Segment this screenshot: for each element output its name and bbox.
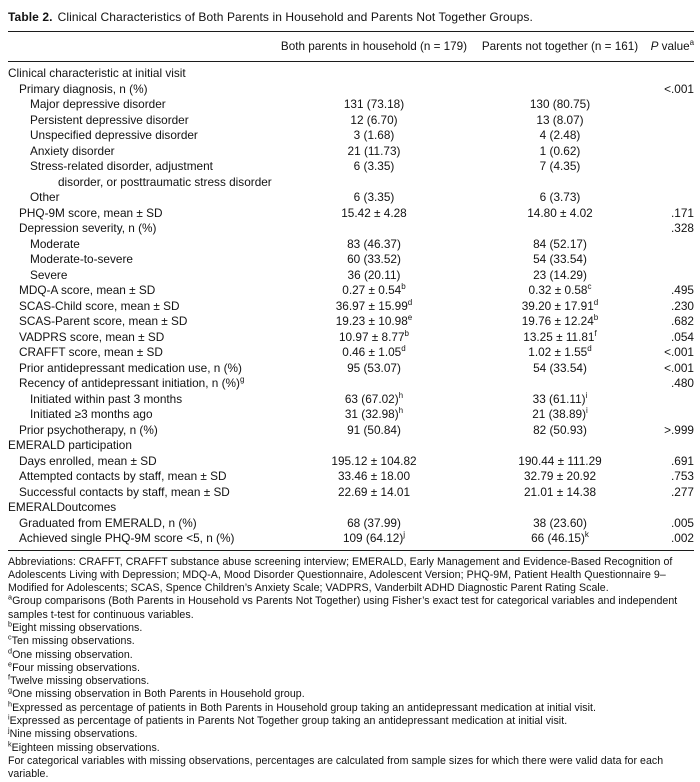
cell-p-value: <.001 [664,360,694,375]
table-row [8,299,694,315]
table-row [8,423,694,439]
footnote: $^d$One missing observation. [8,646,133,661]
cell-p-value: <.001 [664,345,694,359]
row-label: Persistent depressive disorder [30,112,189,127]
cell-both-parents: 0.46 ± 1.05$^d$ [342,344,406,359]
table-row [8,330,694,346]
cell-not-together: 66 $(46.15)^k$ [531,530,589,545]
column-header-row [8,32,694,61]
row-label: SCAS-Child score, mean ± SD [19,298,180,313]
table-row [8,469,694,485]
header-both-parents: Both parents in household (n = 179) [280,40,468,53]
cell-not-together: 21 $(38.89)^i$ [532,406,588,421]
cell-both-parents: 19.23 ± 10.98$^e$ [335,313,413,328]
cell-both-parents: 91 (50.84) [347,422,401,437]
table-row [8,113,694,129]
footnote-marker: e [8,659,13,669]
table-row [8,252,694,268]
table-row [8,314,694,330]
footnote-marker: j [8,725,10,735]
row-label: Successful contacts by staff, mean ± SD [19,484,230,499]
table-row [8,485,694,501]
row-label-continuation: disorder, or posttraumatic stress disorder [58,174,272,189]
cell-not-together: 84 (52.17) [533,236,587,251]
footnote-marker: k [8,739,12,749]
cell-both-parents: 63 $(67.02)^h$ [344,390,404,406]
cell-both-parents: 95 (53.07) [347,360,401,375]
cell-both-parents: 0.27 ± 0.54$^b$ [342,282,406,297]
row-label: Prior antidepressant medication use, n (%) [19,360,242,375]
cell-both-parents: 109 $(64.12)^j$ [342,530,406,545]
cell-not-together: 13.25 ± 11.81$^f$ [523,328,597,344]
header-not-together: Parents not together (n = 161) [481,40,639,53]
cell-both-parents: 68 (37.99) [347,515,401,530]
cell-both-parents: 31 $(32.98)^h$ [344,406,404,421]
cell-p-value: .002 [671,531,694,545]
row-label: Moderate-to-severe [30,252,133,266]
footnote: $^c$Ten missing observations. [8,632,135,648]
cell-both-parents: 21 (11.73) [347,143,401,158]
table-row [8,407,694,423]
table-row [8,392,694,408]
table-row [8,454,694,470]
table-number: Table 2. [8,10,53,24]
row-label: CRAFFT score, mean ± SD [19,345,163,359]
cell-both-parents: 33.46 ± 18.00 [337,469,411,483]
footnote-marker: h [8,699,13,709]
footnote: $^j$Nine missing observations. [8,725,138,741]
p-value-italic: P [650,40,659,53]
cell-not-together: 54 (33.54) [533,252,587,266]
row-label: SCAS-Parent score, mean ± SD [19,314,188,328]
footnote: $^h$Expressed as percentage of patients in Both Parents in Household group taking an antidepressant medication at initial visit. [8,699,596,714]
cell-both-parents: 12 (6.70) [350,112,398,127]
cell-both-parents: 36 (20.11) [347,267,401,282]
cell-not-together: 19.76 ± 12.24$^b$ [521,313,599,328]
p-value-text: value [658,40,690,53]
cell-both-parents: 60 (33.52) [347,252,401,266]
footnote-marker: g [8,685,13,695]
table-row [8,190,694,206]
cell-p-value: .054 [671,329,694,344]
footnote: $^i$Expressed as percentage of patients in Parents Not Together group taking an antidepressant medication at initial visit. [8,712,568,728]
footnote: $^b$Eight missing observations. [8,619,143,634]
row-label: Other [30,190,60,204]
footnote: $^e$Four missing observations. [8,659,140,674]
cell-p-value: .691 [671,453,694,468]
table-row [8,144,694,160]
cell-not-together: 1.02 ± 1.55$^d$ [528,344,592,359]
table-row [8,66,694,82]
cell-not-together: 21.01 ± 14.38 [523,484,597,499]
footnote: Abbreviations: CRAFFT, CRAFFT substance abuse screening interview; EMERALD, Early Management and Evidence-Based Recognition of Adolescents Living with Depression; MDQ-A, Mood Disorder Questionnaire, Adolescent Version; PHQ-9M, Patient Health Questionnaire 9–Modified for Adolescents; SCAS, Spence Children’s Anxiety Scale; VADPRS, Vanderbilt ADHD Diagnostic Parent Rating Scale. [8,555,673,595]
cell-p-value: .682 [671,314,694,328]
row-label: Graduated from EMERALD, n (%) [19,515,197,530]
row-label: MDQ-A score, mean ± SD [19,283,156,297]
cell-p-value: .277 [671,484,694,499]
cell-not-together: 190.44 ± 111.29 [518,453,602,468]
table-row [8,237,694,253]
table-title [8,10,694,24]
row-label: Achieved single PHQ-9M score <5, n (%) [19,531,235,545]
cell-both-parents: 83 (46.37) [347,236,401,251]
cell-both-parents: 10.97 ± 8.77$^b$ [339,328,409,344]
cell-not-together: 1 (0.62) [539,143,581,158]
row-label: Primary diagnosis, n (%) [19,81,148,96]
cell-both-parents: 195.12 ± 104.82 [331,453,417,468]
cell-not-together: 32.79 ± 20.92 [523,469,597,483]
row-label: Unspecified depressive disorder [30,128,198,142]
cell-not-together: 82 (50.93) [533,422,587,437]
footnote-marker: a [8,592,13,602]
table-row [8,438,694,454]
row-label: Initiated ≥3 months ago [30,407,153,421]
cell-not-together: 0.32 ± 0.58$^c$ [528,282,592,297]
row-label: Clinical characteristic at initial visit [8,66,186,80]
table-row [8,531,694,547]
row-label: Moderate [30,236,80,251]
cell-p-value: .480 [671,376,694,390]
cell-p-value: .005 [671,515,694,530]
row-label: Anxiety disorder [30,143,115,158]
cell-both-parents: 131 (73.18) [343,97,405,111]
footnote: $^k$Eighteen missing observations. [8,739,160,754]
cell-both-parents: 15.42 ± 4.28 [341,205,407,220]
table-row [8,268,694,284]
table-caption: Clinical Characteristics of Both Parents in Household and Parents Not Together Groups. [57,10,533,24]
cell-both-parents: 22.69 ± 14.01 [337,484,411,499]
row-label: VADPRS score, mean ± SD [19,329,165,344]
footnote: $^a$Group comparisons (Both Parents in Household vs Parents Not Together) using Fisher’s exact test for categorical variables and independent samples t-test for continuous variables. [8,592,678,621]
row-label: Severe [30,267,68,282]
cell-not-together: 23 (14.29) [533,267,587,282]
table-row [8,206,694,222]
row-label: PHQ-9M score, mean ± SD [19,205,163,220]
table-row [8,128,694,144]
cell-not-together: 7 (4.35) [539,159,581,173]
row-label: Stress-related disorder, adjustment disorder, or posttraumatic stress disorder [30,159,272,189]
cell-not-together: 39.20 ± 17.91$^d$ [521,297,599,313]
cell-both-parents: 6 (3.35) [353,190,395,204]
cell-p-value: .230 [671,298,694,313]
cell-not-together: 13 (8.07) [536,112,584,127]
header-p-value [648,40,694,53]
footnote: For categorical variables with missing observations, percentages are calculated from sample sizes for which there were valid data for each variable. [8,754,664,781]
row-label: Major depressive disorder [30,97,166,111]
table-row [8,376,694,392]
footnotes-block [8,551,694,782]
row-label: EMERALDoutcomes [8,500,117,514]
cell-p-value: <.001 [664,81,694,96]
cell-not-together: 33 $(61.11)^i$ [532,390,588,406]
cell-not-together: 6 (3.73) [539,190,581,204]
table-row [8,516,694,532]
footnote-marker: i [8,712,10,722]
table-row [8,82,694,98]
cell-p-value: >.999 [664,422,694,437]
row-label: EMERALD participation [8,438,132,452]
cell-both-parents: 36.97 ± 15.99$^d$ [335,297,413,313]
cell-both-parents: 3 (1.68) [353,128,395,142]
footnote-marker: c [8,632,12,642]
table-body [8,62,694,550]
p-value-footnote-marker: a [689,38,694,48]
table-row [8,159,694,190]
row-label: Days enrolled, mean ± SD [19,453,157,468]
cell-not-together: 130 (80.75) [529,97,591,111]
table-row [8,361,694,377]
footnote-marker: b [8,619,13,629]
footnote: $^f$Twelve missing observations. [8,672,150,688]
table-row [8,500,694,516]
row-label: Depression severity, n (%) [19,221,157,235]
cell-not-together: 38 (23.60) [533,515,587,530]
footnote: $^g$One missing observation in Both Parents in Household group. [8,685,305,701]
cell-not-together: 4 (2.48) [539,128,581,142]
table-row [8,345,694,361]
cell-p-value: .171 [671,205,694,220]
table-row [8,283,694,299]
row-label: Recency of antidepressant initiation, n (%)$^g$ [19,375,245,390]
row-label: Attempted contacts by staff, mean ± SD [19,469,227,483]
cell-p-value: .328 [671,221,694,235]
table-row [8,221,694,237]
cell-not-together: 54 (33.54) [533,360,587,375]
row-label: Prior psychotherapy, n (%) [19,422,158,437]
footnote-marker: f [8,672,11,682]
row-label: Initiated within past 3 months [30,391,183,406]
cell-not-together: 14.80 ± 4.02 [527,205,593,220]
cell-both-parents: 6 (3.35) [353,159,395,173]
cell-p-value: .495 [671,283,694,297]
footnote-marker: d [8,646,13,656]
table-row [8,97,694,113]
cell-p-value: .753 [671,469,694,483]
